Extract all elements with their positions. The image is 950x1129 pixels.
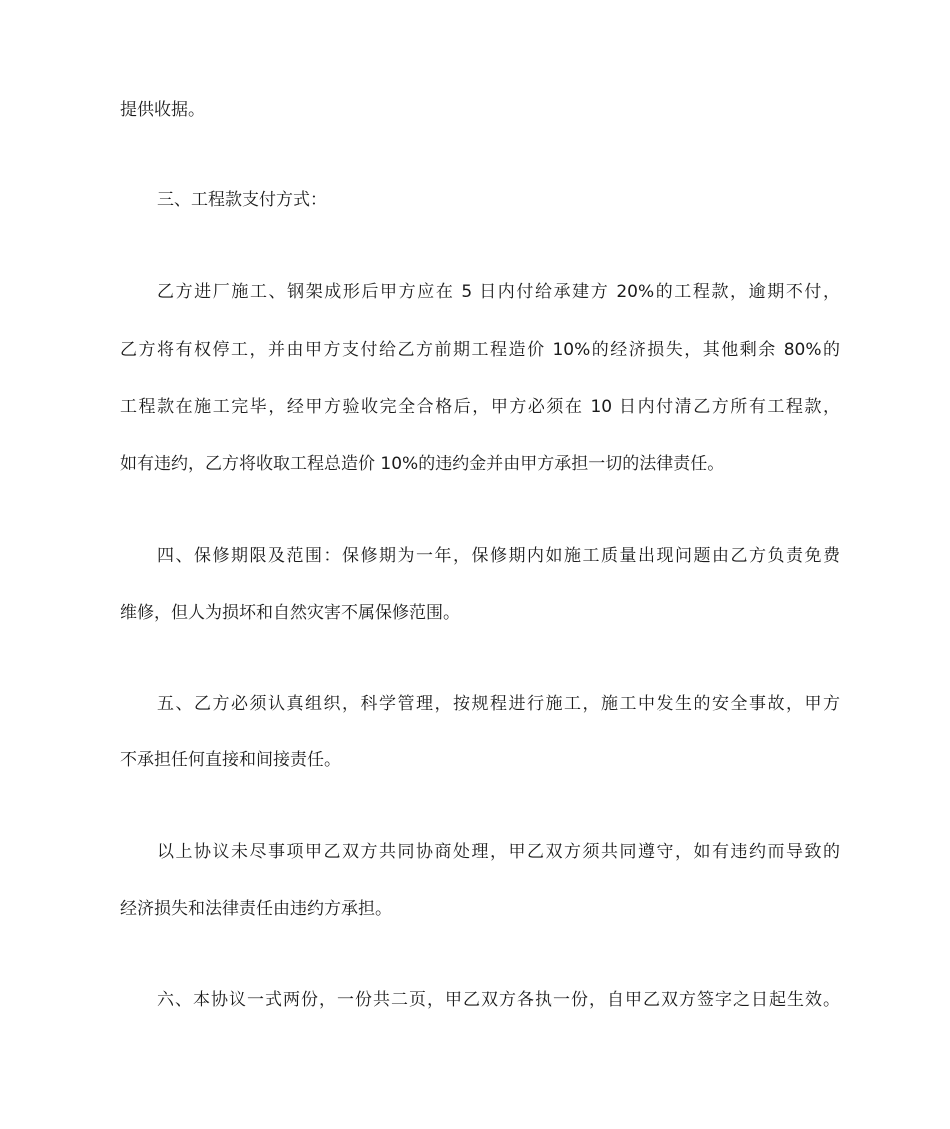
paragraph-line: 以上协议未尽事项甲乙双方共同协商处理，甲乙双方须共同遵守，如有违约而导致的 [157,842,840,862]
paragraph-line: 如有违约，乙方将收取工程总造价 10%的违约金并由甲方承担一切的法律责任。 [120,454,725,474]
paragraph-line: 乙方将有权停工，并由甲方支付给乙方前期工程造价 10%的经济损失，其他剩余 80%的 [120,340,840,360]
section-effective: 六、本协议一式两份，一份共二页，甲乙双方各执一份，自甲乙双方签字之日起生效。 [157,990,840,1010]
paragraph-line: 经济损失和法律责任由违约方承担。 [120,899,392,919]
paragraph-line: 乙方进厂施工、钢架成形后甲方应在 5 日内付给承建方 20%的工程款，逾期不付， [157,282,840,302]
paragraph-line: 工程款在施工完毕，经甲方验收完全合格后，甲方必须在 10 日内付清乙方所有工程款， [120,397,840,417]
section-safety: 五、乙方必须认真组织，科学管理，按规程进行施工，施工中发生的安全事故，甲方 [157,694,840,714]
paragraph-line: 不承担任何直接和间接责任。 [120,750,341,770]
section-heading-payment: 三、工程款支付方式： [157,190,327,210]
paragraph-line: 提供收据。 [120,100,205,120]
section-warranty: 四、保修期限及范围：保修期为一年，保修期内如施工质量出现问题由乙方负责免费 [157,546,840,566]
paragraph-line: 维修，但人为损坏和自然灾害不属保修范围。 [120,603,460,623]
